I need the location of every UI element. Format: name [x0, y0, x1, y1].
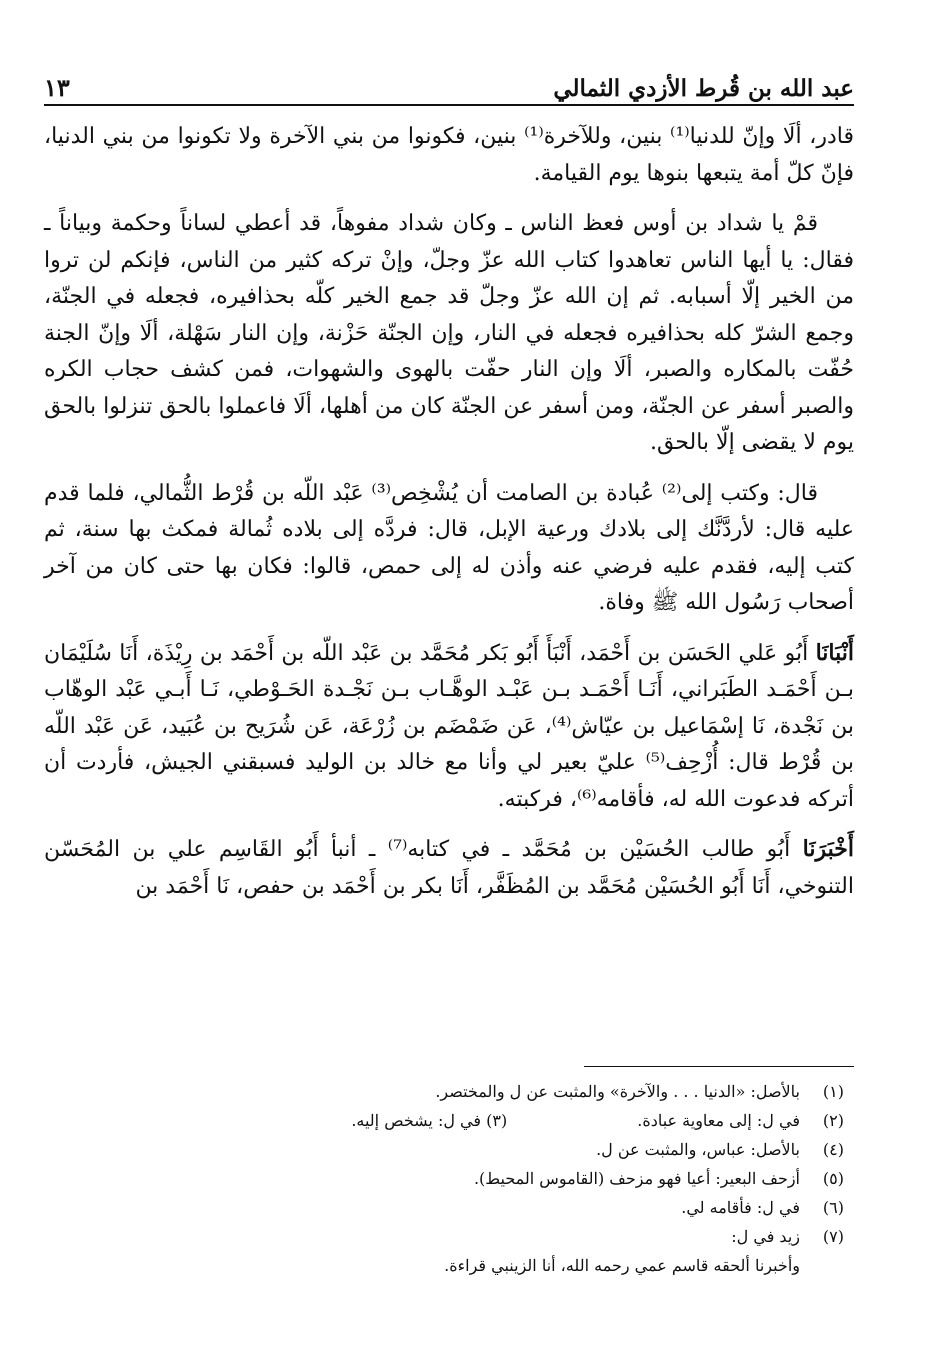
footnote-number: (٦) [822, 1198, 844, 1217]
footnote-text: بالأصل: عباس، والمثبت عن ل. [596, 1140, 800, 1159]
paragraph-text: قال: وكتب إلى⁽²⁾ عُبادة بن الصامت أن يُشْخِص⁽³⁾ عَبْد اللّه بن قُرْط الثُّمالي، فلما قدم عليه قال: لأردَّنَّك إلى بلادك ورعية الإبل، قال: فردَّه إلى بلاده ثُمالة فمكث بها سنة، ثم كتب إليه، فقدم عليه فرضي عنه وأذن له إلى حمص، قالوا: فكان بها حتى كان من آخر أصحاب رَسُول الله ﷺ وفاة. [44, 480, 854, 615]
footnote-number: (٧) [822, 1227, 844, 1246]
paragraph-lead: أَنْبَانَا [815, 639, 854, 666]
footnote-text: بالأصل: «الدنيا . . . والآخرة» والمثبت عن ل والمختصر. [435, 1082, 800, 1101]
book-page [44, 58, 854, 1318]
paragraph-text: قادر، ألَا وإنّ للدنيا⁽¹⁾ بنين، وللآخرة⁽¹⁾ بنين، فكونوا من بني الآخرة ولا تكونوا من بني الدنيا، فإنّ كلّ أمة يتبعها بنوها يوم القيامة. [44, 124, 854, 186]
paragraph-text: أَبُو عَلي الحَسَن بن أَحْمَد، أَنْبَأَ أَبُو بَكر مُحَمَّد بن عَبْد اللّه بن أَحْمَد بن رِيْذَة، أَنَا سُلَيْمَان بـن أَحْمَـد الطَبَراني، أَنَـا أَحْمَـد بـن عَبْـد الوهَّـاب بـن نَجْـدة الحَـوْطي، نَـا أَبـي عَبْد الوهّاب بن نَجْدة، نَا إسْمَاعيل بن عيّاش⁽⁴⁾، عَن ضَمْضَم بن زُرْعَة، عَن شُرَيح بن عُبَيد، عَن عَبْد اللّه بن قُرْط قال: أُزْحِف⁽⁵⁾ عليّ بعير لي وأنا مع خالد بن الوليد فسبقني الجيش، فأردت أن أتركه فدعوت الله له، فأقامه⁽⁶⁾، فركبته. [44, 640, 855, 812]
running-title: عبد الله بن قُرط الأزدي الثمالي [553, 75, 854, 102]
paragraph [44, 118, 854, 192]
page-header [44, 58, 854, 106]
footnote-text: في ل: إلى معاوية عبادة. [637, 1111, 800, 1130]
footnotes [44, 1066, 854, 1280]
footnote-divider [584, 1066, 854, 1067]
footnote-item [44, 1222, 844, 1251]
paragraph [44, 475, 854, 622]
footnote-item [44, 1077, 844, 1106]
footnote-continuation-text: وأخبرنا ألحقه قاسم عمي رحمه الله، أنا الزينبي قراءة. [444, 1256, 800, 1275]
footnote-number: (٤) [822, 1140, 844, 1159]
paragraph [44, 831, 854, 905]
footnote-item [44, 1164, 844, 1193]
footnote-item [44, 1193, 844, 1222]
footnote-number: (٢) [822, 1111, 844, 1130]
body-text [44, 118, 854, 905]
footnote-number: (١) [822, 1082, 844, 1101]
footnote-pair [351, 1106, 507, 1135]
page-number: ١٣ [44, 73, 70, 102]
footnote-item [44, 1106, 844, 1135]
paragraph-lead: أَخْبَرَنَا [802, 836, 854, 862]
footnote-list [44, 1077, 854, 1280]
footnote-text: زيد في ل: [731, 1227, 800, 1246]
footnote-number: (٣) [486, 1111, 508, 1130]
footnote-number: (٥) [822, 1169, 844, 1188]
paragraph-text: أَبُو طالب الحُسَيْن بن مُحَمَّد ـ في كتابه⁽⁷⁾ ـ أنبأ أَبُو القَاسِم علي بن المُحَسّن التنوخي، أَنَا أَبُو الحُسَيْن مُحَمَّد بن المُظَفَّر، أَنَا بكر بن أَحْمَد بن حفص، نَا أَحْمَد بن [44, 837, 854, 899]
paragraph-text: قمْ يا شداد بن أوس فعظ الناس ـ وكان شداد مفوهاً، قد أعطي لساناً وحكمة وبياناً ـ فقال: يا أيها الناس تعاهدوا كتاب الله عزّ وجلّ، وإنْ تركه كثير من الناس، فإنكم لن تروا من الخير إلّا أسبابه. ثم إن الله عزّ وجلّ قد جمع الخير كلّه بحذافيره، فجعله في الجنّة، وجمع الشرّ كله بحذافيره فجعله في النار، وإن الجنّة حَزْنة، وإن النار سَهْلة، ألَا وإنّ الجنة حُفّت بالمكاره والصبر، ألَا وإن النار حفّت بالهوى والشهوات، فمن كشف حجاب الكره والصبر أسفر عن الجنّة، ومن أسفر عن الجنّة كان من أهلها، ألَا فاعملوا بالحق تنزلوا بالحق يوم لا يقضى إلّا بالحق. [44, 211, 854, 455]
footnote-continuation [44, 1251, 844, 1280]
paragraph [44, 205, 854, 462]
paragraph [44, 635, 854, 819]
footnote-text: في ل: يشخص إليه. [351, 1111, 482, 1130]
footnote-item [44, 1135, 844, 1164]
footnote-text: أزحف البعير: أعيا فهو مزحف (القاموس المحيط). [473, 1169, 800, 1188]
footnote-text: في ل: فأقامه لي. [681, 1198, 800, 1217]
